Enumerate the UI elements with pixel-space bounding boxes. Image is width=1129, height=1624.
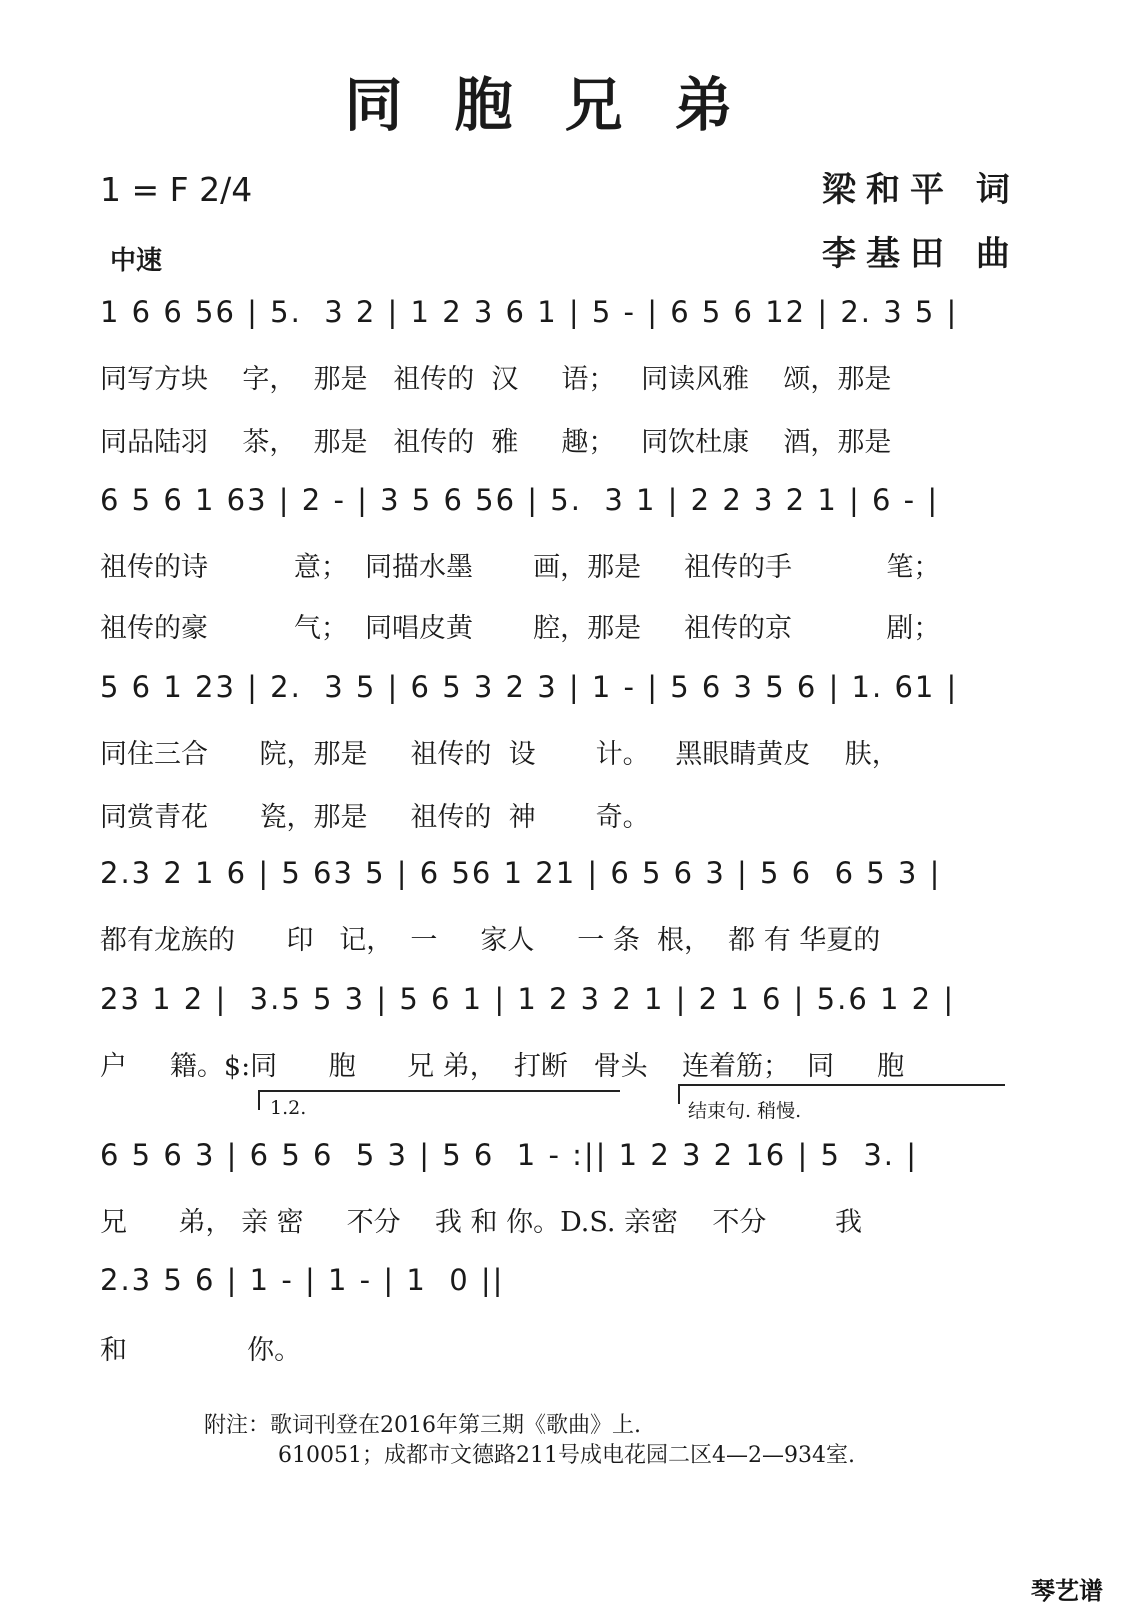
lyric-line-6: 兄 弟， 亲 密 不分 我 和 你。D.S. 亲密 不分 我 — [100, 1207, 863, 1238]
lyric-line-3-verse-1: 同住三合 院，那是 祖传的 设 计。 黑眼睛黄皮 肤， — [100, 739, 899, 770]
footnote-line-1: 附注：歌词刊登在2016年第三期《歌曲》上. — [204, 1413, 641, 1438]
footnote-line-2: 610051；成都市文德路211号成电花园二区4—2—934室. — [278, 1443, 855, 1468]
lyric-line-1-verse-2: 同品陆羽 茶， 那是 祖传的 雅 趣； 同饮杜康 酒，那是 — [100, 427, 892, 458]
watermark-logo: 琴艺谱 — [1031, 1577, 1103, 1605]
lyric-line-5: 户 籍。$:同 胞 兄 弟， 打断 骨头 连着筋； 同 胞 — [100, 1051, 905, 1082]
lyric-line-7: 和 你。 — [100, 1335, 302, 1366]
notation-line-7: 2.3 5 6 | 1 - | 1 - | 1 0 || — [100, 1263, 505, 1297]
lyric-line-4: 都有龙族的 印 记， 一 家人 一 条 根， 都 有 华夏的 — [100, 925, 881, 956]
lyric-line-3-verse-2: 同赏青花 瓷，那是 祖传的 神 奇。 — [100, 802, 650, 833]
lyric-line-2-verse-2: 祖传的豪 气； 同唱皮黄 腔，那是 祖传的京 剧； — [100, 613, 941, 644]
first-ending-bracket — [258, 1090, 620, 1110]
tempo-marking: 中速 — [110, 246, 163, 276]
lyric-line-1-verse-1: 同写方块 字， 那是 祖传的 汉 语； 同读风雅 颂，那是 — [100, 364, 892, 395]
lyric-line-2-verse-1: 祖传的诗 意； 同描水墨 画，那是 祖传的手 笔； — [100, 552, 941, 583]
notation-line-5: 23 1 2 | 3.5 5 3 | 5 6 1 | 1 2 3 2 1 | 2 1 6 | 5.6 1 2 | — [100, 982, 956, 1016]
notation-line-6: 6 5 6 3 | 6 5 6 5 3 | 5 6 1 - :|| 1 2 3 2 16 | 5 3. | — [100, 1138, 918, 1172]
notation-line-1: 1 6 6 56 | 5. 3 2 | 1 2 3 6 1 | 5 - | 6 5 6 12 | 2. 3 5 | — [100, 295, 959, 329]
lyricist-credit: 梁和平 词 — [822, 170, 1020, 210]
notation-line-3: 5 6 1 23 | 2. 3 5 | 6 5 3 2 3 | 1 - | 5 6 3 5 6 | 1. 61 | — [100, 670, 959, 704]
key-signature: 1 = F 2/4 — [100, 170, 253, 209]
final-phrase-label: 结束句. 稍慢. — [688, 1100, 802, 1122]
notation-line-2: 6 5 6 1 63 | 2 - | 3 5 6 56 | 5. 3 1 | 2 2 3 2 1 | 6 - | — [100, 483, 940, 517]
first-ending-label: 1.2. — [270, 1097, 307, 1119]
notation-line-4: 2.3 2 1 6 | 5 63 5 | 6 56 1 21 | 6 5 6 3 | 5 6 6 5 3 | — [100, 856, 942, 890]
composer-credit: 李基田 曲 — [822, 234, 1020, 274]
song-title: 同胞兄弟 — [344, 71, 785, 139]
